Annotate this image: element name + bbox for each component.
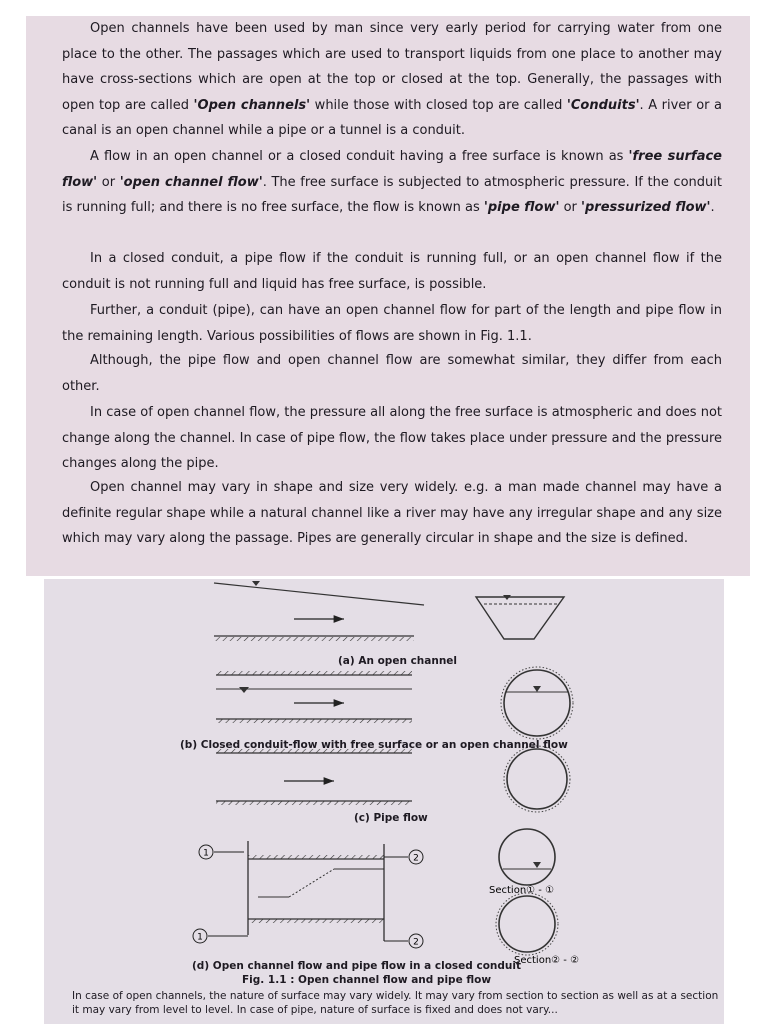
diagram-b-closed-conduit [216, 667, 573, 739]
p7-text: Open channel may vary in shape and size very widely. e.g. a man made channel may have a definite regular shape while a natural channel like a river may have any irregular shape and any size which may vary along the passage. Pipes are generally circular in shape and the size is defined. [62, 480, 722, 547]
p1-text-3: . A river or a canal is an open channel while a pipe or a tunnel is a conduit. [62, 97, 723, 139]
diagram-c-pipe-flow [216, 746, 570, 812]
p5-text: Although, the pipe flow and open channel flow are somewhat similar, they differ from each other. [62, 353, 722, 394]
p2-text-2: or [97, 174, 120, 190]
paragraph-3 [62, 246, 722, 297]
p3-text: In a closed conduit, a pipe flow if the conduit is running full, or an open channel flow if the conduit is not running full and liquid has free surface, is possible. [62, 251, 722, 292]
caption-c: (c) Pipe flow [354, 812, 428, 824]
p2-text-3: . The free surface is subjected to atmospheric pressure. If the conduit is running full; and there is no free surface, the flow is known as [62, 174, 722, 216]
caption-b: (b) Closed conduit-flow with free surface or an open channel flow [180, 739, 568, 751]
p2-text-4: or [559, 200, 582, 216]
p2-bold-2: 'open channel flow' [119, 174, 263, 190]
paragraph-1 [62, 16, 722, 144]
p2-text-1: A flow in an open channel or a closed conduit having a free surface is known as [90, 149, 629, 164]
figure-page [44, 579, 724, 1024]
marker-1-top: 1 [203, 848, 209, 859]
p2-bold-3: 'pipe flow' [483, 200, 560, 216]
section-2-label: Section② - ② [514, 955, 580, 966]
p2-text-5: . [710, 200, 715, 216]
caption-d: (d) Open channel flow and pipe flow in a closed conduit [192, 960, 521, 972]
paragraph-4 [62, 298, 722, 349]
caption-a: (a) An open channel [338, 655, 458, 667]
figure-title: Fig. 1.1 : Open channel flow and pipe flow [242, 974, 492, 986]
text-page [26, 16, 750, 576]
continuation-text: In case of open channels, the nature of surface may vary widely. It may vary from section to section as well as at a section it may vary from level to level. In case of pipe, nature of surface is fixed and does not vary... [72, 990, 719, 1016]
p1-bold-open-channels: 'Open channels' [193, 97, 311, 113]
p2-bold-1: 'free surface flow' [62, 149, 723, 190]
p1-text-2: while those with closed top are called [310, 97, 567, 113]
flow-figure [44, 579, 724, 1024]
p4-text: Further, a conduit (pipe), can have an open channel flow for part of the length and pipe flow in the remaining length. Various possibilities of flows are shown in Fig. 1.1. [62, 303, 722, 344]
diagram-a-open-channel [214, 581, 564, 641]
paragraph-5 [62, 348, 722, 399]
p1-text-1: Open channels have been used by man since very early period for carrying water from one place to the other. The passages which are used to transport liquids from one place to another may have cross-sections which are open at the top or closed at the top. Generally, the passages with open top are called [62, 21, 722, 113]
diagram-d-mixed-flow [193, 829, 579, 966]
marker-2-bottom: 2 [413, 937, 419, 948]
paragraph-2 [62, 144, 722, 221]
p6-text: In case of open channel flow, the pressure all along the free surface is atmospheric and does not change along the channel. In case of pipe flow, the flow takes place under pressure and the pressure changes along the pipe. [62, 405, 722, 472]
marker-1-bottom: 1 [197, 932, 203, 943]
paragraph-6 [62, 400, 722, 477]
marker-2-top: 2 [413, 853, 419, 864]
p2-bold-4: 'pressurized flow' [581, 200, 711, 216]
section-1-label: Section① - ① [489, 885, 555, 896]
p1-bold-conduits: 'Conduits' [566, 97, 640, 113]
paragraph-7 [62, 475, 722, 552]
